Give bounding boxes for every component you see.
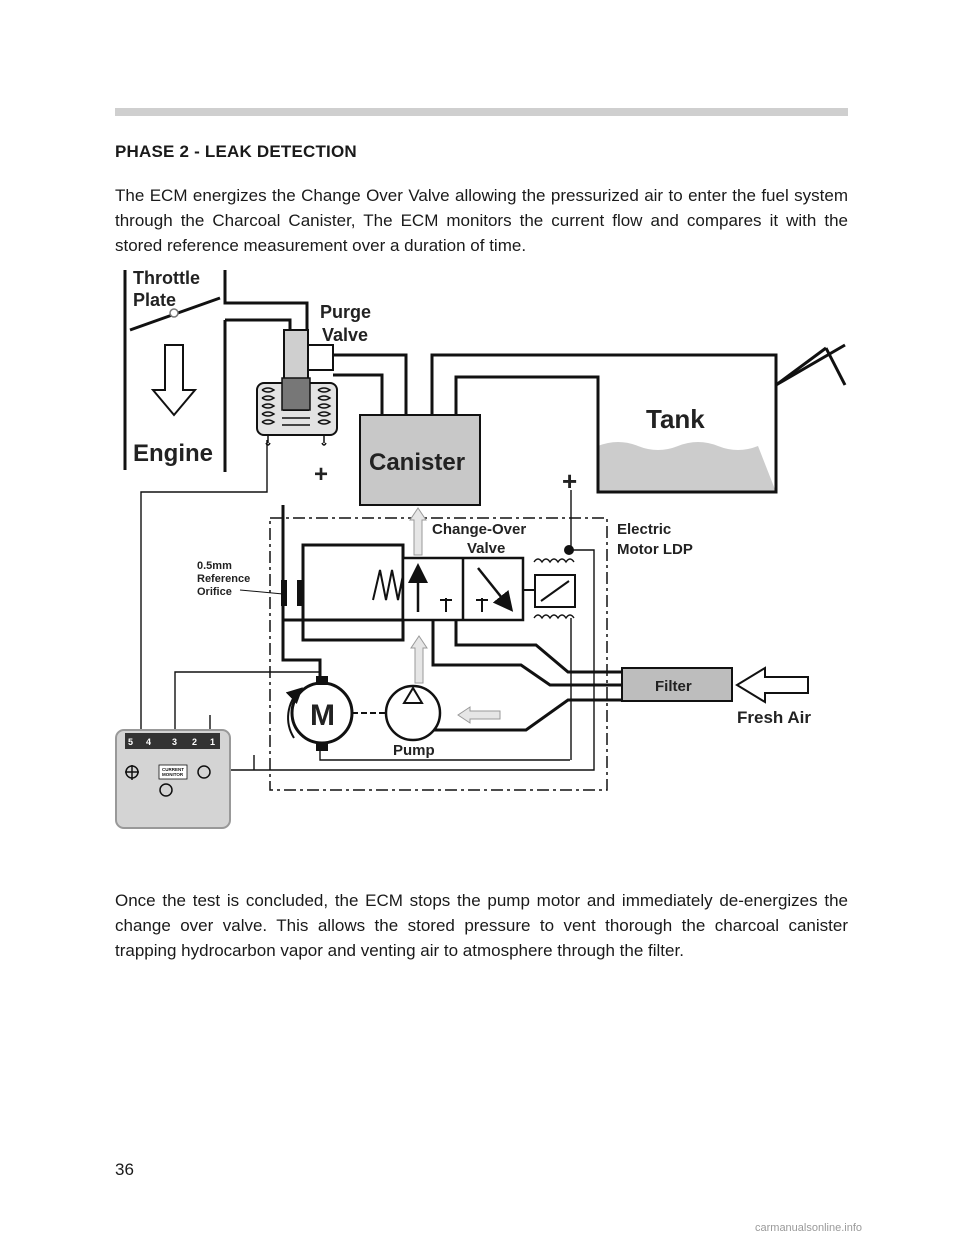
label-electric-line2: Motor LDP	[617, 541, 693, 558]
label-pump: Pump	[393, 742, 435, 759]
fuel-tank	[598, 345, 845, 492]
engine-flow-arrow	[153, 345, 195, 415]
page-number: 36	[115, 1160, 134, 1179]
section-heading: PHASE 2 - LEAK DETECTION	[115, 142, 357, 161]
ecm-pin-4: 4	[146, 737, 152, 747]
pressure-up-arrow	[410, 508, 426, 555]
label-orifice-line2: Reference	[197, 573, 251, 585]
label-orifice-line1: 0.5mm	[197, 560, 232, 572]
purge-lines	[333, 355, 406, 415]
ecm-monitor-line1: CURRENT	[162, 767, 184, 772]
ecm-pin-3: 3	[172, 737, 178, 747]
change-over-valve-icon	[403, 558, 575, 620]
label-plus-right: +	[562, 466, 578, 496]
closing-paragraph: Once the test is concluded, the ECM stops the pump motor and immediately de-energizes the change over valve. This allows the stored pressure to vent thorough the charcoal canister trapping hydrocarbon vapor and venting air to atmosphere through the filter.	[115, 891, 848, 960]
label-changeover-line2: Valve	[467, 540, 506, 557]
label-throttle-line1: Throttle	[133, 268, 200, 288]
electric-junction	[564, 545, 574, 555]
label-tank: Tank	[646, 404, 705, 434]
label-orifice-line3: Orifice	[197, 586, 232, 598]
label-fresh-air: Fresh Air	[737, 708, 812, 727]
label-plus-left: +	[314, 461, 329, 488]
fresh-air-path-arrow	[458, 707, 500, 723]
label-filter: Filter	[655, 678, 692, 695]
tank-vent-lines	[432, 355, 776, 415]
label-throttle-line2: Plate	[133, 290, 177, 310]
purge-valve-icon	[257, 330, 337, 445]
ecm-pin-1: 1	[210, 737, 216, 747]
label-motor: M	[310, 699, 335, 732]
ecm-monitor-line2: MONITOR	[162, 772, 184, 777]
ecm-pin-5: 5	[128, 737, 134, 747]
watermark: carmanualsonline.info	[755, 1222, 863, 1234]
pump-icon	[386, 686, 440, 740]
pump-flow-arrow	[411, 636, 427, 683]
label-purge-line2: Valve	[322, 325, 369, 345]
label-canister: Canister	[369, 449, 466, 476]
label-engine: Engine	[133, 440, 214, 467]
intro-paragraph: The ECM energizes the Change Over Valve allowing the pressurized air to enter the fuel system through the Charcoal Canister, The ECM monitors the current flow and compares it with the stored reference measurement over a duration of time.	[115, 186, 848, 255]
diaphragm-spring-icon	[373, 570, 404, 600]
fresh-air-arrow	[737, 668, 808, 702]
label-purge-line1: Purge	[320, 302, 372, 322]
ecm-pin-2: 2	[192, 737, 198, 747]
label-changeover-line1: Change-Over	[432, 521, 527, 538]
label-electric-line1: Electric	[617, 521, 672, 538]
